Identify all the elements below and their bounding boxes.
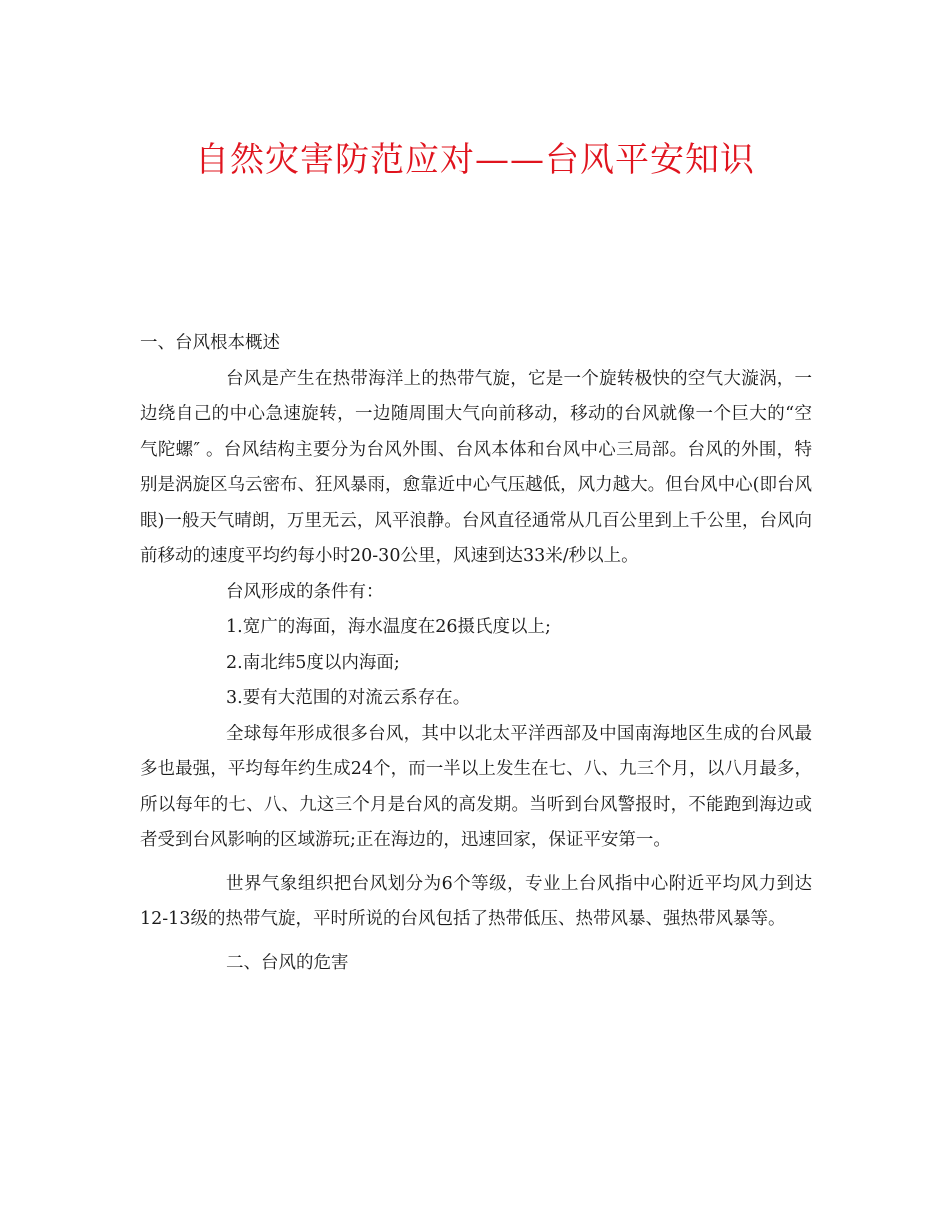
list-item-condition-2: 2.南北纬5度以内海面; xyxy=(226,652,400,673)
document-body xyxy=(140,326,812,981)
paragraph-formation-conditions-intro: 台风形成的条件有： xyxy=(226,581,384,602)
paragraph-classification: 世界气象组织把台风划分为6个等级，专业上台风指中心附近平均风力到达12-13级的热带气旋，平时所说的台风包括了热带低压、热带风暴、强热带风暴等。 xyxy=(140,873,812,929)
section-heading-hazards: 二、台风的危害 xyxy=(226,952,349,973)
paragraph-frequency: 全球每年形成很多台风，其中以北太平洋西部及中国南海地区生成的台风最多也最强，平均每年约生成24个，而一半以上发生在七、八、九三个月，以八月最多，所以每年的七、八、九这三个月是台风的高发期。当听到台风警报时，不能跑到海边或者受到台风影响的区域游玩;正在海边的，迅速回家，保证平安第一。 xyxy=(140,723,812,850)
paragraph-overview: 台风是产生在热带海洋上的热带气旋，它是一个旋转极快的空气大漩涡，一边绕自己的中心急速旋转，一边随周围大气向前移动，移动的台风就像一个巨大的“空气陀螺″ 。台风结构主要分为台风外围、台风本体和台风中心三局部。台风的外围，特别是涡旋区乌云密布、狂风暴雨，愈靠近中心气压越低，风力越大。但台风中心(即台风眼)一般天气晴朗，万里无云，风平浪静。台风直径通常从几百公里到上千公里，台风向前移动的速度平均约每小时20-30公里，风速到达33米/秒以上。 xyxy=(140,368,812,566)
list-item-condition-1: 1.宽广的海面，海水温度在26摄氏度以上; xyxy=(226,617,551,637)
list-item-condition-3: 3.要有大范围的对流云系存在。 xyxy=(226,688,471,708)
section-heading-overview: 一、台风根本概述 xyxy=(140,333,280,353)
document-title: 自然灾害防范应对——台风平安知识 xyxy=(195,140,755,180)
